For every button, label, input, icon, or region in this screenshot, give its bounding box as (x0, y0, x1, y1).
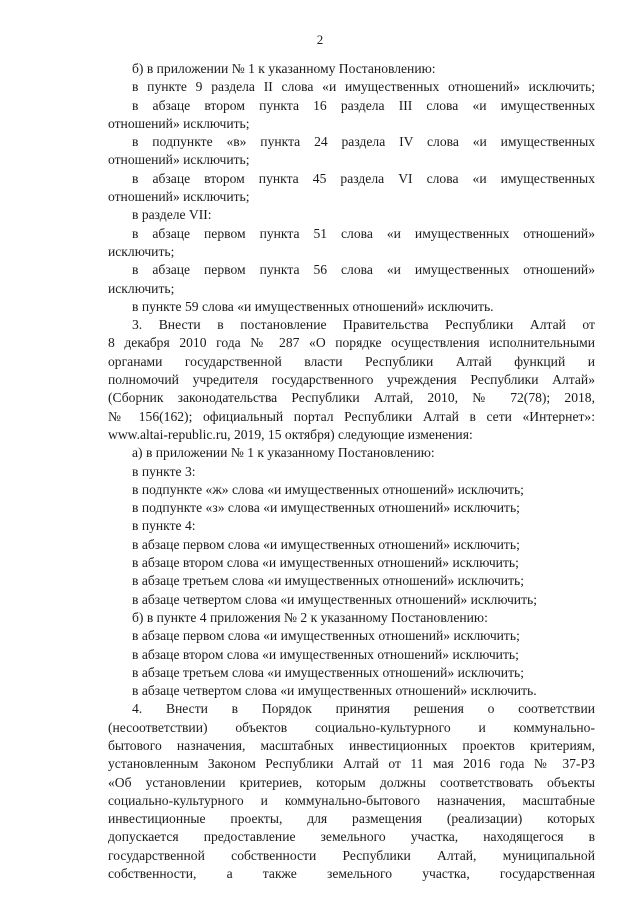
text-line: инвестиционные проекты, для размещения (реализации) которых (108, 811, 595, 827)
text-line: (Сборник законодательства Республики Алтай, 2010, № 72(78); 2018, (108, 390, 595, 406)
text-line: 3. Внести в постановление Правительства Республики Алтай от (132, 317, 595, 333)
text-line: допускается предоставление земельного участка, находящегося в (108, 829, 595, 845)
text-line: бытового назначения, масштабных инвестиционных проектов критериям, (108, 737, 595, 753)
text-line: в абзаце четвертом слова «и имущественных отношений» исключить; (132, 591, 537, 607)
text-line: № 156(162); официальный портал Республики Алтай в сети «Интернет»: (108, 408, 595, 424)
text-line: отношений» исключить; (108, 152, 250, 168)
text-line: в пункте 59 слова «и имущественных отношений» исключить. (132, 298, 494, 314)
text-line: «Об установлении критериев, которым должны соответствовать объекты (108, 774, 595, 790)
text-line: исключить; (108, 280, 175, 296)
text-line: полномочий учредителя государственного учреждения Республики Алтай» (108, 372, 595, 388)
text-line: 8 декабря 2010 года № 287 «О порядке осуществления исполнительными (108, 335, 595, 351)
text-line: в абзаце первом слова «и имущественных отношений» исключить; (132, 536, 520, 552)
text-line: в пункте 3: (132, 463, 196, 479)
text-line: социально-культурного и коммунально-бытового назначения, масштабные (108, 792, 595, 808)
text-line: б) в приложении № 1 к указанному Постановлению: (132, 61, 436, 76)
text-line: органами государственной власти Республики Алтай функций и (108, 353, 595, 369)
text-line: (несоответствии) объектов социально-культурного и коммунально- (108, 719, 595, 735)
text-line: в абзаце первом пункта 56 слова «и имущественных отношений» (132, 262, 595, 278)
text-line: установленным Законом Республики Алтай от 11 мая 2016 года № 37-РЗ (108, 756, 595, 772)
text-line: отношений» исключить; (108, 115, 250, 131)
text-line: в абзаце третьем слова «и имущественных отношений» исключить; (132, 664, 524, 680)
text-line: в абзаце третьем слова «и имущественных отношений» исключить; (132, 573, 524, 589)
text-line: в подпункте «з» слова «и имущественных отношений» исключить; (132, 500, 520, 516)
text-line: в абзаце первом слова «и имущественных отношений» исключить; (132, 628, 520, 644)
text-line: в подпункте «в» пункта 24 раздела IV слова «и имущественных (132, 134, 595, 150)
text-line: в пункте 9 раздела II слова «и имущественных отношений» исключить; (132, 79, 595, 95)
text-line: государственной собственности Республики Алтай, муниципальной (108, 847, 595, 863)
text-line: в абзаце втором пункта 16 раздела III слова «и имущественных (132, 97, 595, 113)
text-line: собственности, а также земельного участка, государственная (108, 866, 595, 882)
text-line: в пункте 4: (132, 518, 196, 534)
text-line: в абзаце четвертом слова «и имущественных отношений» исключить. (132, 683, 537, 699)
text-line: www.altai-republic.ru, 2019, 15 октября) следующие изменения: (108, 426, 473, 442)
text-line: в подпункте «ж» слова «и имущественных отношений» исключить; (132, 481, 524, 497)
text-line: отношений» исключить; (108, 189, 250, 205)
text-line: в абзаце втором слова «и имущественных отношений» исключить; (132, 646, 519, 662)
text-line: в разделе VII: (132, 207, 212, 223)
text-line: 4. Внести в Порядок принятия решения о соответствии (132, 701, 595, 717)
text-line: в абзаце первом пункта 51 слова «и имущественных отношений» (132, 225, 595, 241)
text-line: в абзаце втором слова «и имущественных отношений» исключить; (132, 555, 519, 571)
text-line: исключить; (108, 243, 175, 259)
document-body (108, 60, 595, 883)
text-line: б) в пункте 4 приложения № 2 к указанному Постановлению: (132, 609, 488, 625)
page-number: 2 (316, 32, 324, 47)
text-line: а) в приложении № 1 к указанному Постановлению: (132, 445, 435, 461)
text-line: в абзаце втором пункта 45 раздела VI слова «и имущественных (132, 170, 595, 186)
